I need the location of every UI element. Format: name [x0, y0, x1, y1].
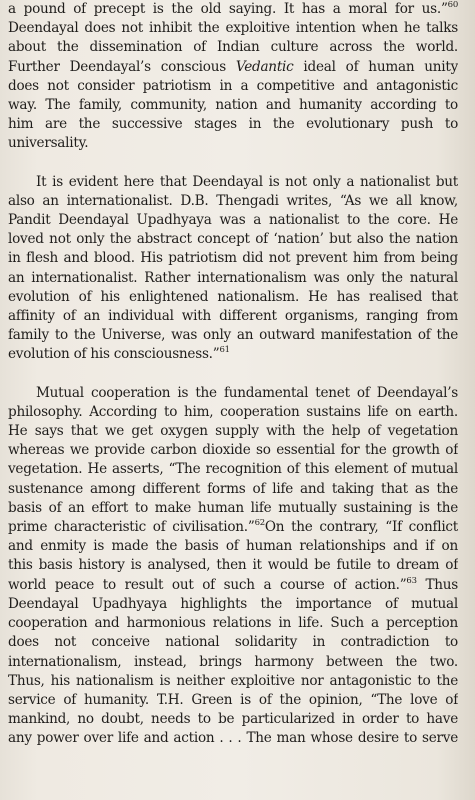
text-line	[8, 326, 458, 345]
line-text: prime characteristic of civilisation.”	[8, 519, 255, 536]
text-line	[8, 77, 458, 96]
text-line	[8, 173, 458, 192]
line-text: world peace to result out of such a course of action.”	[8, 576, 407, 593]
line-text: universality.	[8, 135, 89, 152]
line-text: service of humanity. T.H. Green is of the opinion, “The love of	[8, 691, 458, 708]
text-line	[8, 518, 458, 537]
text-line	[8, 672, 458, 691]
line-text: Deendayal Upadhyaya highlights the importance of mutual	[8, 595, 458, 612]
text-line	[8, 460, 458, 479]
text-line	[8, 115, 458, 134]
text-line	[8, 499, 458, 518]
line-text: any power over life and action . . . The man whose desire to serve	[8, 730, 458, 747]
text-line	[8, 345, 458, 364]
text-line	[8, 537, 458, 556]
italic-term: Vedantic	[235, 58, 294, 75]
line-text: Thus	[416, 576, 458, 593]
text-line	[8, 0, 458, 19]
text-line	[8, 576, 458, 595]
footnote-marker: 61	[219, 345, 230, 356]
text-line	[8, 480, 458, 499]
line-text: whereas we provide carbon dioxide so essential for the growth of	[8, 442, 458, 459]
line-text: philosophy. According to him, cooperation sustains life on earth.	[8, 403, 458, 420]
line-text: Thus, his nationalism is neither exploitive nor antagonistic to the	[8, 672, 458, 689]
text-line	[8, 595, 458, 614]
line-text: this basis history is analysed, then it would be futile to dream of	[8, 557, 458, 574]
text-line	[8, 614, 458, 633]
footnote-marker: 63	[406, 575, 417, 586]
text-line	[8, 422, 458, 441]
text-line	[8, 134, 458, 153]
line-text: mankind, no doubt, needs to be particularized in order to have	[8, 711, 458, 728]
text-line	[8, 710, 458, 729]
paragraph	[8, 384, 458, 749]
text-line	[8, 384, 458, 403]
text-line	[8, 556, 458, 575]
line-text: loved not only the abstract concept of ‘nation’ but also the nation	[8, 231, 458, 248]
line-text: way. The family, community, nation and humanity according to	[8, 97, 458, 114]
line-text: Mutual cooperation is the fundamental tenet of Deendayal’s	[36, 384, 458, 401]
line-text: also an internationalist. D.B. Thengadi writes, “As we all know,	[8, 192, 458, 209]
line-text: It is evident here that Deendayal is not only a nationalist but	[36, 173, 458, 190]
line-text: a pound of precept is the old saying. It has a moral for us.”	[8, 1, 448, 17]
text-line	[8, 729, 458, 748]
line-text: vegetation. He asserts, “The recognition of this element of mutual	[8, 461, 458, 478]
line-text: affinity of an individual with different organisms, ranging from	[8, 308, 458, 325]
paragraph	[8, 0, 458, 154]
line-text: internationalism, instead, brings harmony between the two.	[8, 653, 458, 670]
text-line	[8, 403, 458, 422]
line-text: family to the Universe, was only an outward manifestation of the	[8, 327, 458, 344]
text-line	[8, 211, 458, 230]
line-text: in flesh and blood. His patriotism did not prevent him from being	[8, 250, 458, 267]
text-line	[8, 58, 458, 77]
footnote-marker: 60	[447, 0, 458, 10]
text-line	[8, 230, 458, 249]
line-text: evolution of his enlightened nationalism. He has realised that	[8, 288, 458, 305]
line-text: cooperation and harmonious relations in life. Such a perception	[8, 615, 458, 632]
text-line	[8, 653, 458, 672]
line-text: Pandit Deendayal Upadhyaya was a nationalist to the core. He	[8, 212, 458, 229]
text-line	[8, 38, 458, 57]
line-text: basis of an effort to make human life mutually sustaining is the	[8, 499, 458, 516]
text-line	[8, 269, 458, 288]
line-text: ideal of human unity	[293, 58, 458, 75]
line-text: Further Deendayal’s conscious	[8, 58, 236, 75]
footnote-marker: 62	[254, 518, 265, 529]
line-text: On the contrary, “If conflict	[264, 519, 458, 536]
page-text	[8, 0, 458, 749]
line-text: about the dissemination of Indian culture across the world.	[8, 39, 458, 56]
line-text: Deendayal does not inhibit the exploitive intention when he talks	[8, 20, 458, 37]
line-text: evolution of his consciousness.”	[8, 346, 220, 363]
text-line	[8, 192, 458, 211]
text-line	[8, 288, 458, 307]
line-text: does not conceive national solidarity in contradiction to	[8, 634, 458, 651]
text-line	[8, 307, 458, 326]
text-line	[8, 96, 458, 115]
text-line	[8, 441, 458, 460]
text-line	[8, 249, 458, 268]
text-line	[8, 691, 458, 710]
line-text: does not consider patriotism in a competitive and antagonistic	[8, 77, 458, 94]
text-line	[8, 633, 458, 652]
line-text: He says that we get oxygen supply with the help of vegetation	[8, 423, 458, 440]
text-line	[8, 19, 458, 38]
line-text: him are the successive stages in the evolutionary push to	[8, 116, 458, 133]
line-text: and enmity is made the basis of human relationships and if on	[8, 538, 458, 555]
line-text: sustenance among different forms of life and taking that as the	[8, 480, 458, 497]
line-text: an internationalist. Rather internationalism was only the natural	[8, 269, 458, 286]
paragraph	[8, 173, 458, 365]
